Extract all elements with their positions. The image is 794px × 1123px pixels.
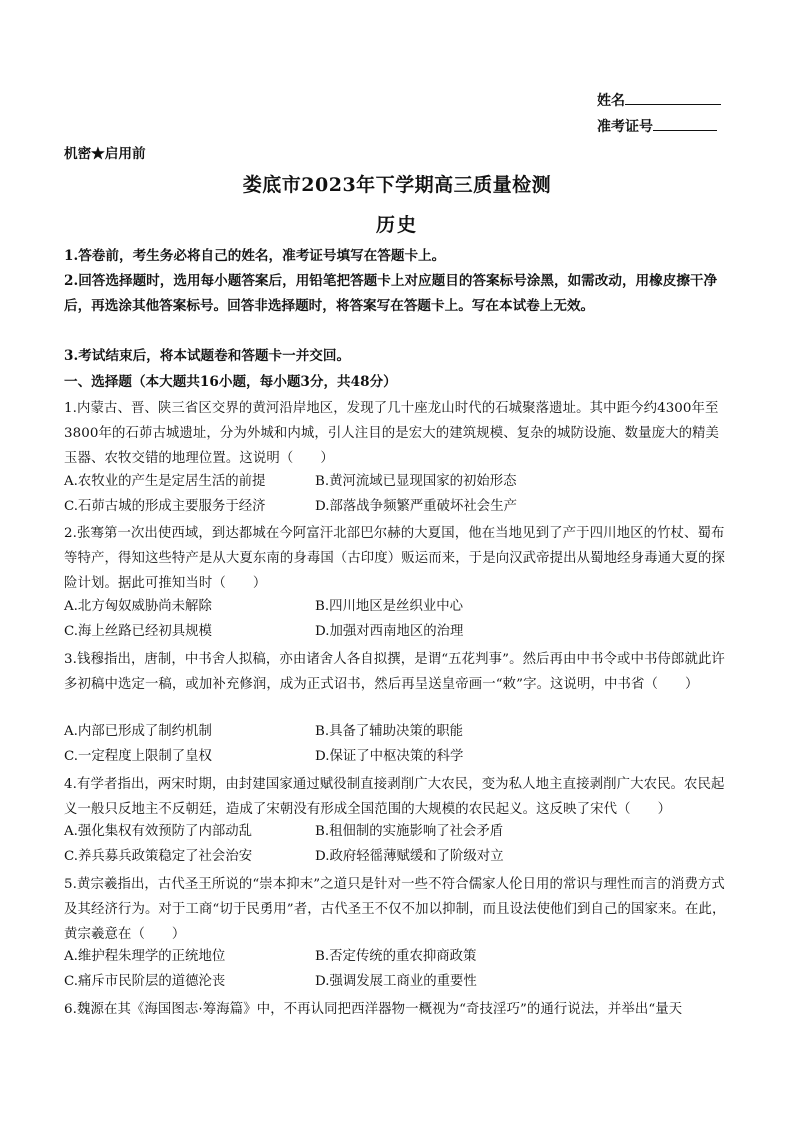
name-label: 姓名 — [597, 93, 625, 109]
question-2-option-b: B.四川地区是丝织业中心 — [315, 599, 464, 614]
question-5-stem: 5.黄宗羲指出，古代圣王所说的“崇本抑末”之道只是针对一些不符合儒家人伦日用的常识与理性而言的消费方式及其经济行为。对于工商“切于民勇用”者，古代圣王不仅不加以抑制，而且设法使他们到自己的国家来。在此，黄宗羲意在（ ） — [64, 877, 726, 942]
name-blank-line — [625, 90, 721, 105]
question-5-option-b: B.否定传统的重农抑商政策 — [315, 949, 477, 964]
question-3-option-b: B.具备了辅助决策的职能 — [315, 724, 464, 739]
instruction-1: 1.答卷前，考生务必将自己的姓名，准考证号填写在答题卡上。 — [64, 248, 446, 264]
question-1-stem: 1.内蒙古、晋、陕三省区交界的黄河沿岸地区，发现了几十座龙山时代的石城聚落遗址。其中距今约4300年至3800年的石茆古城遗址，分为外城和内城，引人注目的是宏大的建筑规模、复杂的城防设施、数量庞大的精美玉器、农牧交错的地理位置。这说明（ ） — [64, 401, 720, 466]
exam-id-label: 准考证号 — [597, 119, 653, 135]
question-1-option-b: B.黄河流域已显现国家的初始形态 — [315, 474, 517, 489]
question-3-option-a: A.内部已形成了制约机制 — [64, 724, 212, 739]
section-heading: 一、选择题（本大题共16小题，每小题3分，共48分） — [64, 374, 397, 390]
question-1-option-a: A.农牧业的产生是定居生活的前提 — [64, 474, 266, 489]
question-4-stem: 4.有学者指出，两宋时期，由封建国家通过赋役制直接剥削广大农民，变为私人地主直接剥削广大农民。农民起义一般只反地主不反朝廷，造成了宋朝没有形成全国范围的大规模的农民起义。这反映了宋代（ ） — [64, 777, 725, 817]
question-5-option-a: A.维护程朱理学的正统地位 — [64, 949, 226, 964]
question-4-option-b: B.租佃制的实施影响了社会矛盾 — [315, 824, 504, 839]
question-3-option-c: C.一定程度上限制了皇权 — [64, 749, 212, 764]
question-5-option-c: C.痛斥市民阶层的道德沦丧 — [64, 974, 226, 989]
question-4-option-d: D.政府轻徭薄赋缓和了阶级对立 — [315, 849, 504, 864]
question-4-option-a: A.强化集权有效预防了内部动乱 — [64, 824, 253, 839]
question-1-option-c: C.石茆古城的形成主要服务于经济 — [64, 499, 266, 514]
question-2-option-c: C.海上丝路已经初具规模 — [64, 624, 212, 639]
instruction-2: 2.回答选择题时，选用每小题答案后，用铅笔把答题卡上对应题目的答案标号涂黑，如需改动，用橡皮擦干净后，再选涂其他答案标号。回答非选择题时，将答案写在答题卡上。写在本试卷上无效。 — [64, 273, 718, 314]
question-3-option-d: D.保证了中枢决策的科学 — [315, 749, 464, 764]
instruction-3: 3.考试结束后，将本试题卷和答题卡一并交回。 — [64, 348, 351, 364]
name-field — [597, 90, 721, 110]
question-4-option-c: C.养兵募兵政策稳定了社会治安 — [64, 849, 253, 864]
secret-label: 机密★启用前 — [64, 146, 146, 162]
exam-title: 娄底市2023年下学期高三质量检测 — [242, 174, 552, 196]
exam-id-blank-line — [653, 116, 717, 131]
question-1-option-d: D.部落战争频繁严重破坏社会生产 — [315, 499, 517, 514]
question-2-option-a: A.北方匈奴威胁尚未解除 — [64, 599, 212, 614]
subject-title: 历史 — [375, 214, 418, 236]
question-2-stem: 2.张骞第一次出使西域，到达都城在今阿富汗北部巴尔赫的大夏国，他在当地见到了产于四川地区的竹杖、蜀布等特产，得知这些特产是从大夏东南的身毒国（古印度）贩运而来，于是向汉武帝提出从蜀地经身毒通大夏的探险计划。据此可推知当时（ ） — [64, 526, 726, 591]
question-2-option-d: D.加强对西南地区的治理 — [315, 624, 464, 639]
question-3-stem: 3.钱穆指出，唐制，中书舍人拟稿，亦由诸舍人各自拟撰，是谓“五花判事”。然后再由中书令或中书侍郎就此许多初稿中选定一稿，或加补充修润，成为正式诏书，然后再呈送皇帝画一“敕”字。这说明，中书省（ ） — [64, 652, 725, 692]
exam-id-field — [597, 116, 717, 136]
question-6-stem: 6.魏源在其《海国图志·筹海篇》中，不再认同把西洋器物一概视为“奇技淫巧”的通行说法，并举出“量天 — [64, 1002, 683, 1017]
question-5-option-d: D.强调发展工商业的重要性 — [315, 974, 477, 989]
